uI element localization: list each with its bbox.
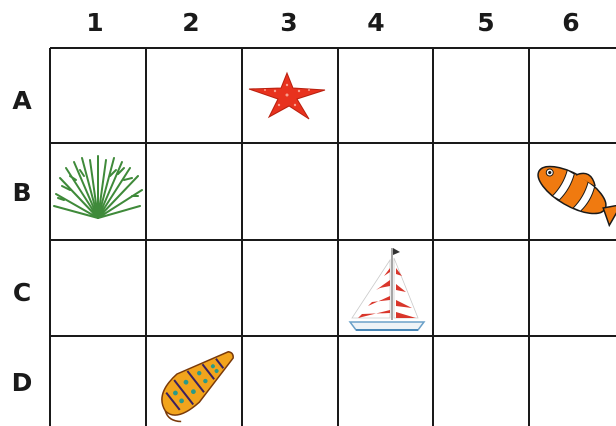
column-label-5: 5: [477, 8, 495, 37]
seashell-icon: [151, 339, 246, 425]
column-label-2: 2: [182, 8, 200, 37]
starfish-icon: [249, 73, 325, 119]
row-label-d: D: [11, 368, 33, 397]
grid-lines: [50, 48, 616, 426]
column-label-4: 4: [367, 8, 385, 37]
sailboat-icon: [350, 248, 424, 330]
column-label-6: 6: [562, 8, 580, 37]
row-label-b: B: [12, 178, 32, 207]
column-label-1: 1: [86, 8, 104, 37]
row-label-c: C: [12, 278, 32, 307]
column-label-3: 3: [280, 8, 298, 37]
seaweed-icon: [54, 156, 142, 218]
clownfish-icon: [531, 152, 616, 228]
row-label-a: A: [12, 86, 32, 115]
